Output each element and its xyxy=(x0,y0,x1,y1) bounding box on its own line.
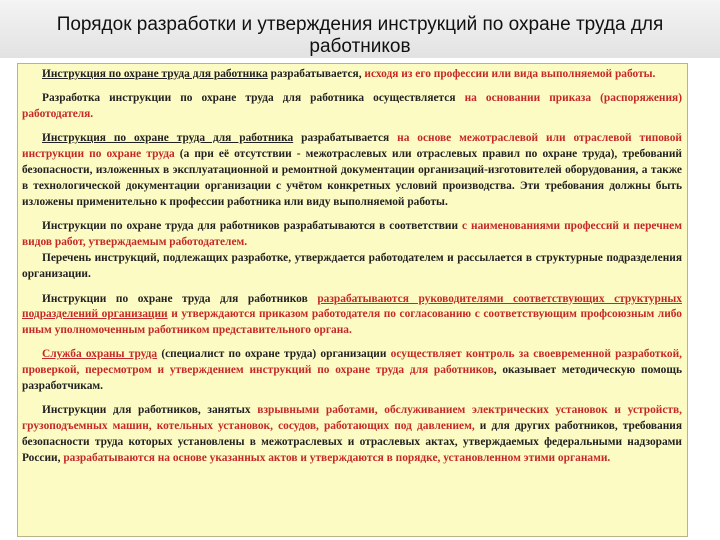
text-run: Разработка инструкции по охране труда для работника осуществляется xyxy=(42,92,465,105)
text-run: , оказывает методическую помощь разработчикам. xyxy=(22,364,682,393)
paragraph-8 xyxy=(22,403,682,466)
text-run: и для других работников, требования безопасности труда которых установлены в межотраслевых и отраслевых актах, утверждаемых федеральными надзорами России, xyxy=(22,420,683,464)
text-run: Инструкции по охране труда для работников разрабатываются в соответствии xyxy=(42,219,463,232)
paragraph-2 xyxy=(22,91,682,123)
text-run: (а при её отсутствии - межотраслевых или отраслевых правил по охране труда), требований безопасности, изложенных в эксплуатационной и ремонтной документации организаций-изготовителей оборудования, а также в технологической документации организации с учётом конкретных условий производства. Эти требования должны быть изложены применительно к профессии работника или виду выполняемой работы. xyxy=(22,148,682,208)
paragraph-5 xyxy=(22,251,682,283)
text-run: и утверждаются приказом работодателя по согласованию с соответствующим профсоюзным либо иным уполномоченным работником представительного органа. xyxy=(22,308,683,337)
text-run: с наименованиями профессий и перечнем видов работ, утверждаемым работодателем. xyxy=(22,219,682,248)
text-run: разрабатываются на основе указанных актов и утверждаются в порядке, установленном этими органами. xyxy=(63,451,611,464)
text-run: разрабатывается, xyxy=(267,68,365,80)
text-run: (специалист по охране труда) организации xyxy=(157,348,391,361)
text-run: на основе межотраслевой или отраслевой типовой инструкции по охране труда xyxy=(22,132,682,161)
text-run: Инструкция по охране труда для работника xyxy=(42,68,268,80)
text-run: взрывными работами, обслуживанием электрических установок и устройств, грузоподъемных машин, котельных установок, сосудов, работающих под давлением, xyxy=(22,404,682,433)
paragraph-4 xyxy=(22,219,682,251)
text-run: разрабатываются руководителями соответствующих структурных подразделений организации xyxy=(22,292,682,321)
paragraph-1 xyxy=(22,67,682,83)
text-run: Инструкции для работников, занятых xyxy=(42,404,258,417)
text-run: Служба охраны труда xyxy=(42,348,158,361)
page-title: Порядок разработки и утверждения инструкций по охране труда для работников xyxy=(56,14,664,57)
title-bar xyxy=(0,0,720,58)
text-run: исходя из его профессии или вида выполняемой работы. xyxy=(364,68,656,80)
text-run: Инструкция по охране труда для работника xyxy=(42,132,294,145)
text-run: разрабатывается xyxy=(293,132,398,145)
content-panel xyxy=(17,63,688,537)
text-run: Инструкции по охране труда для работников xyxy=(42,292,318,305)
paragraph-7 xyxy=(22,347,682,394)
text-run: осуществляет контроль за своевременной разработкой, проверкой, пересмотром и утверждением инструкций по охране труда для работников xyxy=(22,348,682,377)
text-run: Перечень инструкций, подлежащих разработке, утверждается работодателем и рассылается в структурные подразделения организации. xyxy=(22,252,682,281)
text-run: на основании приказа (распоряжения) работодателя. xyxy=(22,92,683,121)
paragraph-6 xyxy=(22,292,682,339)
paragraph-3 xyxy=(22,131,682,210)
